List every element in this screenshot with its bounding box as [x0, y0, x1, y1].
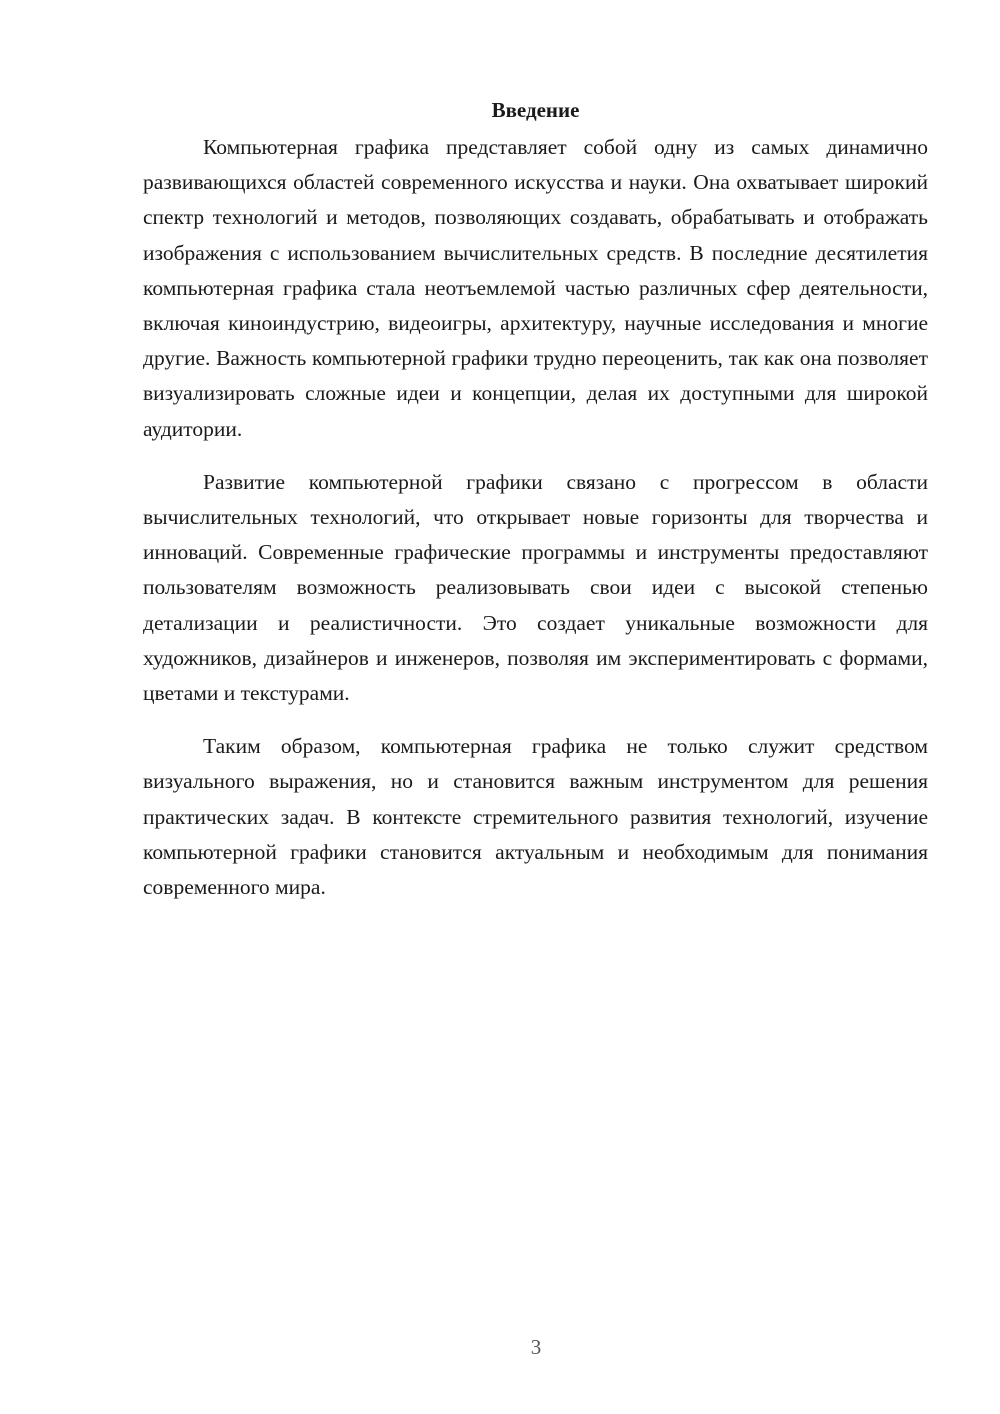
section-heading: Введение — [491, 98, 580, 122]
paragraph-conclusion: Таким образом, компьютерная графика не только служит средством визуального выражения, но и становится важным инструментом для решения практических задач. В контексте стремительного развития технологий, изучение компьютерной графики становится актуальным и необходимым для понимания современного мира. — [143, 734, 928, 900]
page-content — [143, 95, 928, 905]
paragraph-development: Развитие компьютерной графики связано с прогрессом в области вычислительных технологий, что открывает новые горизонты для творчества и инноваций. Современные графические программы и инструменты предоставляют пользователям возможность реализовывать свои идеи с высокой степенью детализации и реалистичности. Это создает уникальные возможности для художников, дизайнеров и инженеров, позволяя им экспериментировать с формами, цветами и текстурами. — [143, 469, 928, 706]
page-number: 3 — [530, 1335, 542, 1359]
paragraph-intro: Компьютерная графика представляет собой одну из самых динамично развивающихся областей современного искусства и науки. Она охватывает широкий спектр технологий и методов, позволяющих создавать, обрабатывать и отображать изображения с использованием вычислительных средств. В последние десятилетия компьютерная графика стала неотъемлемой частью различных сфер деятельности, включая киноиндустрию, видеоигры, архитектуру, научные исследования и многие другие. Важность компьютерной графики трудно переоценить, так как она позволяет визуализировать сложные идеи и концепции, делая их доступными для широкой аудитории. — [143, 135, 928, 441]
